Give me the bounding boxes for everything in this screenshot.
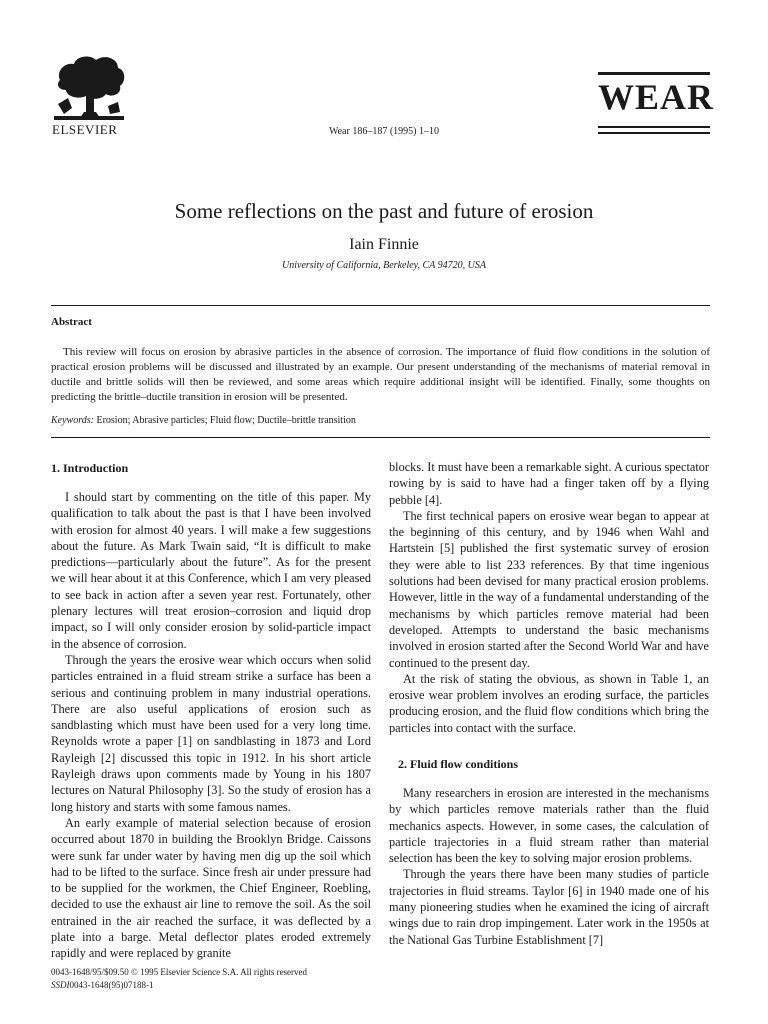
keywords-label: Keywords: — [51, 415, 94, 426]
article-title: Some reflections on the past and future of erosion — [174, 199, 594, 223]
paragraph: Many researchers in erosion are interested in the mechanisms by which particles remove materials rather than the fluid mechanics aspects. However, in some cases, the calculation of particle trajectories in a fluid stream rather than material selection has been the key to solving major erosion problems. — [389, 786, 709, 866]
ssdi-label: SSDI — [51, 980, 70, 990]
journal-rule-bottom-2 — [598, 132, 710, 134]
abstract-heading: Abstract — [51, 316, 92, 328]
divider — [51, 305, 710, 306]
journal-rule-top — [598, 72, 710, 75]
paragraph: The first technical papers on erosive wear began to appear at the beginning of this century, and by 1946 when Wahl and Hartstein [5] published the first systematic survey of erosion they were able to list 233 references. By that time ingenious solutions had been devised for many practical erosion problems. However, little in the way of a fundamental understanding of the mechanisms by which particles remove material had been developed. Attempts to understand the basic mechanisms involved in erosion started after the Second World War and have continued to the present day. — [389, 508, 709, 670]
elsevier-tree-logo — [50, 52, 128, 126]
publisher-name: ELSEVIER — [52, 122, 118, 137]
keywords — [51, 415, 710, 426]
ssdi-number: 0043-1648(95)07188-1 — [69, 980, 154, 990]
paragraph: Through the years the erosive wear which occurs when solid particles entrained in a fluid stream strike a surface has been a serious and continuing problem in many industrial operations. There are also useful applications of erosion such as sandblasting which must have been used for a very long time. Reynolds wrote a paper [1] on sandblasting in 1873 and Lord Rayleigh [2] discussed this topic in 1912. In his short article Rayleigh draws upon comments made by Young in his 1807 lectures on Natural Philosophy [3]. So the study of erosion has a long history and starts with some famous names. — [51, 652, 371, 814]
copyright-line: 0043-1648/95/$09.50 © 1995 Elsevier Science S.A. All rights reserved — [51, 967, 308, 977]
paragraph: Through the years there have been many studies of particle trajectories in fluid streams. Taylor [6] in 1940 made one of his many pioneering studies when he examined the icing of aircraft wings due to rain drop impingement. Later work in the 1950s at the National Gas Turbine Establishment [7] — [389, 867, 709, 947]
paragraph: At the risk of stating the obvious, as shown in Table 1, an erosive wear problem involves an eroding surface, the particles producing erosion, and the fluid flow conditions which bring the particles into contact with the surface. — [389, 671, 709, 735]
paragraph: An early example of material selection because of erosion occurred about 1870 in building the Brooklyn Bridge. Caissons were sunk far under water by having men dig up the soil which had to be lifted to the surface. Since fresh air under pressure had to be supplied for the workmen, the Chief Engineer, Roebling, decided to use the exhaust air line to remove the soil. As the soil entrained in the air reached the surface, it was deflected by a plate into a barge. Metal deflector plates eroded extremely rapidly and were replaced by granite — [51, 815, 371, 961]
section-heading-fluid-flow: 2. Fluid flow conditions — [398, 757, 519, 771]
journal-rule-bottom-1 — [598, 126, 710, 128]
left-column-body — [51, 489, 371, 962]
author-affiliation: University of California, Berkeley, CA 94720, USA — [282, 260, 486, 271]
right-column-body-2 — [389, 785, 709, 948]
divider — [51, 437, 710, 438]
right-column-body — [389, 459, 709, 736]
article-author: Iain Finnie — [349, 236, 419, 253]
paragraph: I should start by commenting on the title of this paper. My qualification to talk about the past is that I have been involved with erosion for almost 40 years. I will make a few suggestions about the future. As Mark Twain said, “It is difficult to make predictions—particularly about the future”. As for the present we will hear about it at this Conference, which I am very pleased to see back in action after a seven year rest. Fortunately, other plenary lectures will treat erosion–corrosion and liquid drop impact, so I will only consider erosion by solid-particle impact in the absence of corrosion. — [51, 490, 371, 651]
journal-title: WEAR — [598, 77, 715, 117]
section-heading-introduction: 1. Introduction — [51, 461, 129, 475]
abstract-text: This review will focus on erosion by abrasive particles in the absence of corrosion. The importance of fluid flow conditions in the solution of practical erosion problems will be discussed and illustrated by an example. Our present understanding of the mechanisms of material removal in ductile and brittle solids will then be reviewed, and some areas which require additional insight will be identified. Finally, some thoughts on predicting the brittle–ductile transition in erosion will be presented. — [51, 346, 710, 403]
ssdi-line — [51, 979, 307, 992]
paragraph: blocks. It must have been a remarkable sight. A curious spectator rowing by is said to have had a finger taken off by a flying pebble [4]. — [389, 460, 709, 507]
journal-citation: Wear 186–187 (1995) 1–10 — [328, 126, 439, 137]
keywords-list: Erosion; Abrasive particles; Fluid flow; Ductile–brittle transition — [96, 415, 356, 426]
copyright-footer — [51, 966, 307, 992]
